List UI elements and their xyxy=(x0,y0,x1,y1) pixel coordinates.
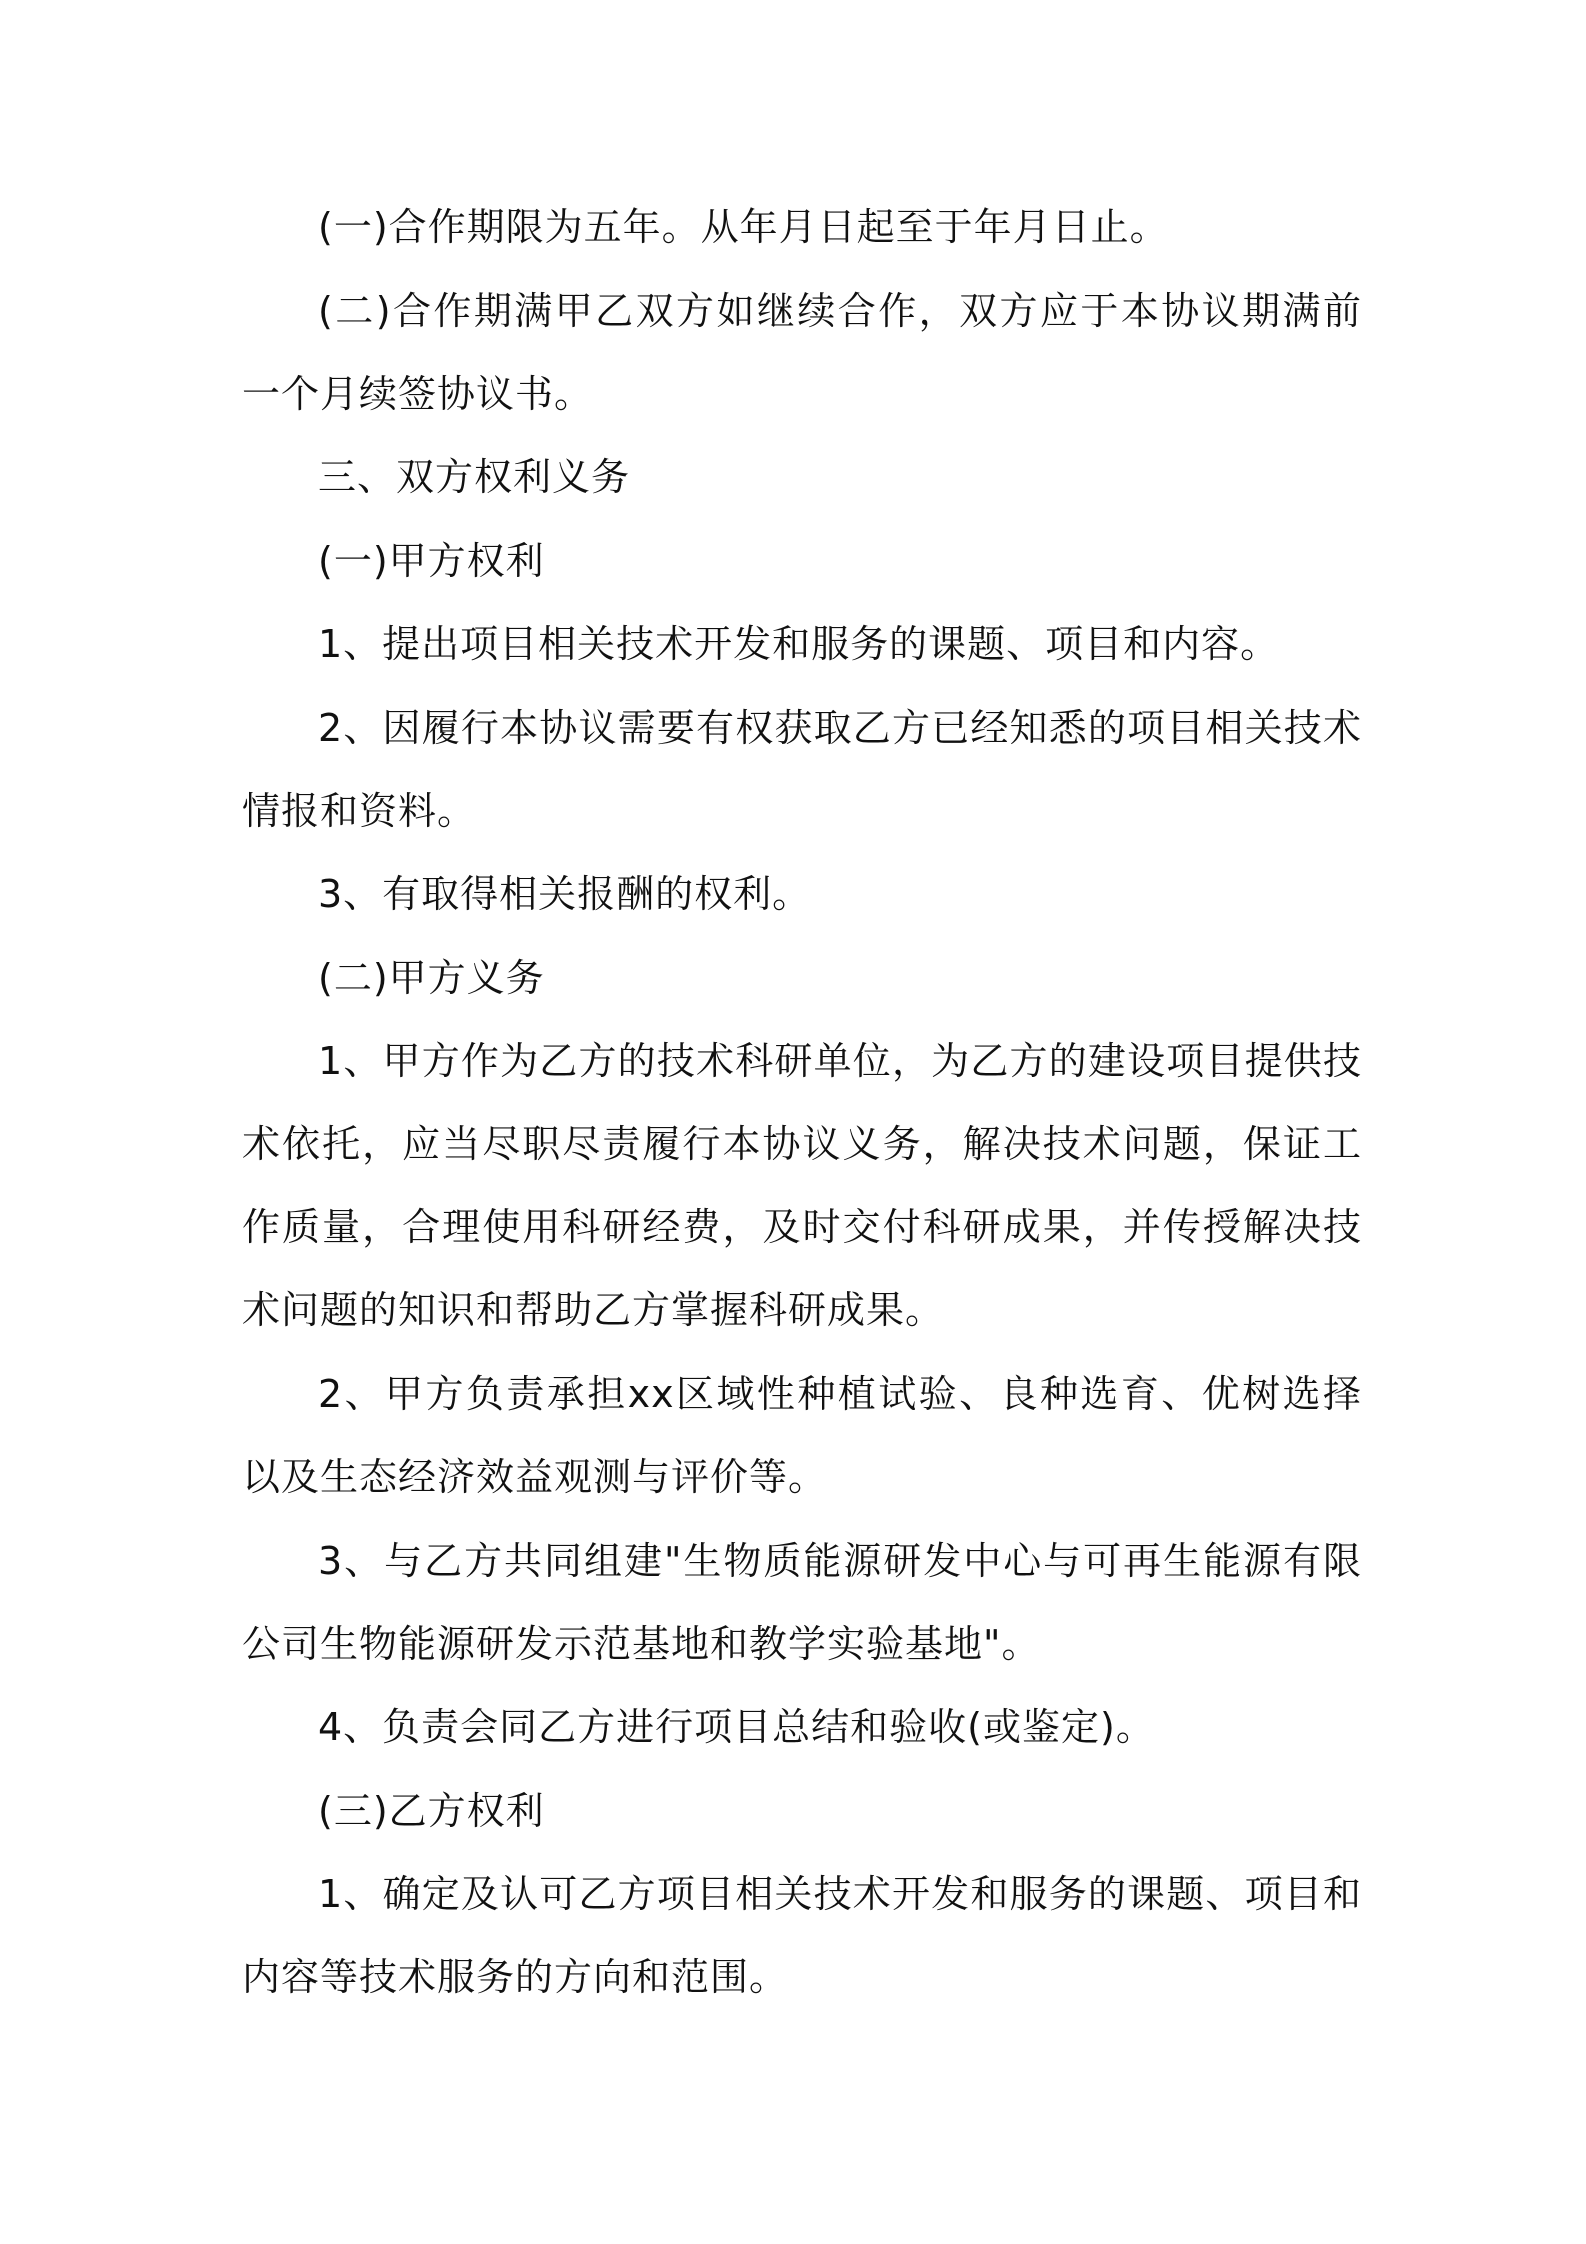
subheading-party-a-rights: (一)甲方权利 xyxy=(318,539,545,583)
paragraph-renewal: (二)合作期满甲乙双方如继续合作，双方应于本协议期满前一个月续签协议书。 xyxy=(242,289,1362,416)
subheading-party-b-rights: (三)乙方权利 xyxy=(318,1789,545,1833)
subheading-party-a-obligations: (二)甲方义务 xyxy=(318,956,545,1000)
paragraph-party-a-right-3: 3、有取得相关报酬的权利。 xyxy=(318,872,812,916)
paragraph-party-a-obligation-1: 1、甲方作为乙方的技术科研单位，为乙方的建设项目提供技术依托，应当尽职尽责履行本协议义务，解决技术问题，保证工作质量，合理使用科研经费，及时交付科研成果，并传授解决技术问题的知识和帮助乙方掌握科研成果。 xyxy=(242,1039,1362,1332)
paragraph-party-b-right-1: 1、确定及认可乙方项目相关技术开发和服务的课题、项目和内容等技术服务的方向和范围。 xyxy=(242,1872,1362,1999)
paragraph-party-a-obligation-3: 3、与乙方共同组建"生物质能源研发中心与可再生能源有限公司生物能源研发示范基地和教学实验基地"。 xyxy=(242,1539,1362,1666)
paragraph-party-a-right-1: 1、提出项目相关技术开发和服务的课题、项目和内容。 xyxy=(318,622,1280,666)
paragraph-cooperation-term: (一)合作期限为五年。从年月日起至于年月日止。 xyxy=(318,205,1169,249)
paragraph-party-a-obligation-4: 4、负责会同乙方进行项目总结和验收(或鉴定)。 xyxy=(318,1705,1155,1749)
section-heading-rights-obligations: 三、双方权利义务 xyxy=(318,455,631,499)
paragraph-party-a-obligation-2: 2、甲方负责承担xx区域性种植试验、良种选育、优树选择以及生态经济效益观测与评价等。 xyxy=(242,1372,1362,1499)
paragraph-party-a-right-2: 2、因履行本协议需要有权获取乙方已经知悉的项目相关技术情报和资料。 xyxy=(242,706,1362,833)
